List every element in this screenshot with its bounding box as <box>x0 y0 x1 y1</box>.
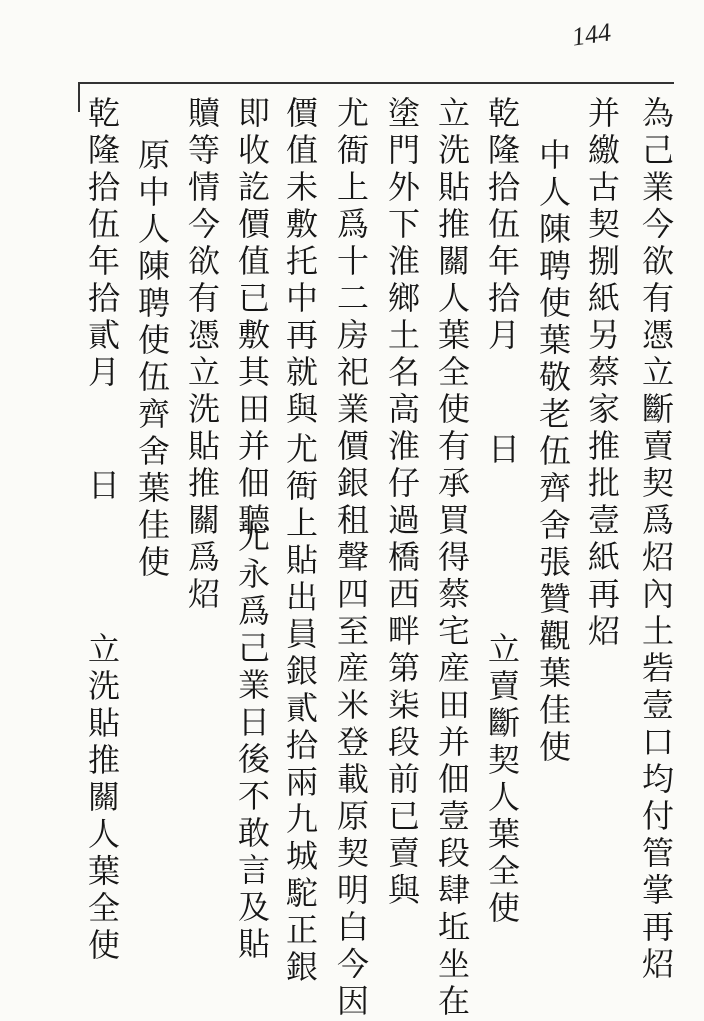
top-rule-corner <box>78 82 80 112</box>
page-number: 144 <box>570 17 613 52</box>
text-column-4-day: 日 <box>483 432 521 469</box>
text-column-12-signature: 立洗貼推關人葉全使 <box>83 632 121 965</box>
text-column-11-day: 日 <box>83 468 121 505</box>
text-column-9a: 即收訖價值已敷其田并佃聽 <box>233 96 271 540</box>
text-column-4-date: 乾隆拾伍年拾月 <box>483 96 521 355</box>
text-column-8b: 尤衙上貼出員銀貳拾兩九城駝正銀 <box>281 432 319 987</box>
text-column-7: 尤衙上爲十二房祀業價銀租聲四至産米登載原契明白今因 <box>332 96 370 1021</box>
text-column-2: 并繳古契捌紙另蔡家推批壹紙再炤 <box>583 96 621 651</box>
text-column-4-signature: 立賣斷契人葉全使 <box>483 632 521 928</box>
text-column-8a: 價值未敷托中再就與 <box>281 96 319 429</box>
text-column-5: 立洗貼推關人葉全使有承買得蔡宅産田并佃壹段肆坵坐在 <box>433 96 471 1021</box>
text-column-6: 塗門外下淮鄉土名高淮仔過橋西畔第柒段前已賣與 <box>383 96 421 910</box>
text-column-3: 中人陳聘使葉敬老伍齊舍張贊觀葉佳使 <box>534 138 572 767</box>
top-rule <box>78 82 674 84</box>
text-column-10: 贖等情今欲有憑立洗貼推關爲炤 <box>183 96 221 614</box>
text-column-9b: 尤永爲己業日後不敢言及貼 <box>233 520 271 964</box>
text-column-11: 原中人陳聘使伍齊舍葉佳使 <box>133 138 171 582</box>
text-column-1: 為己業今欲有憑立斷賣契爲炤內土砦壹口均付管掌再炤 <box>637 96 675 984</box>
text-column-12-date: 乾隆拾伍年拾貳月 <box>83 96 121 392</box>
